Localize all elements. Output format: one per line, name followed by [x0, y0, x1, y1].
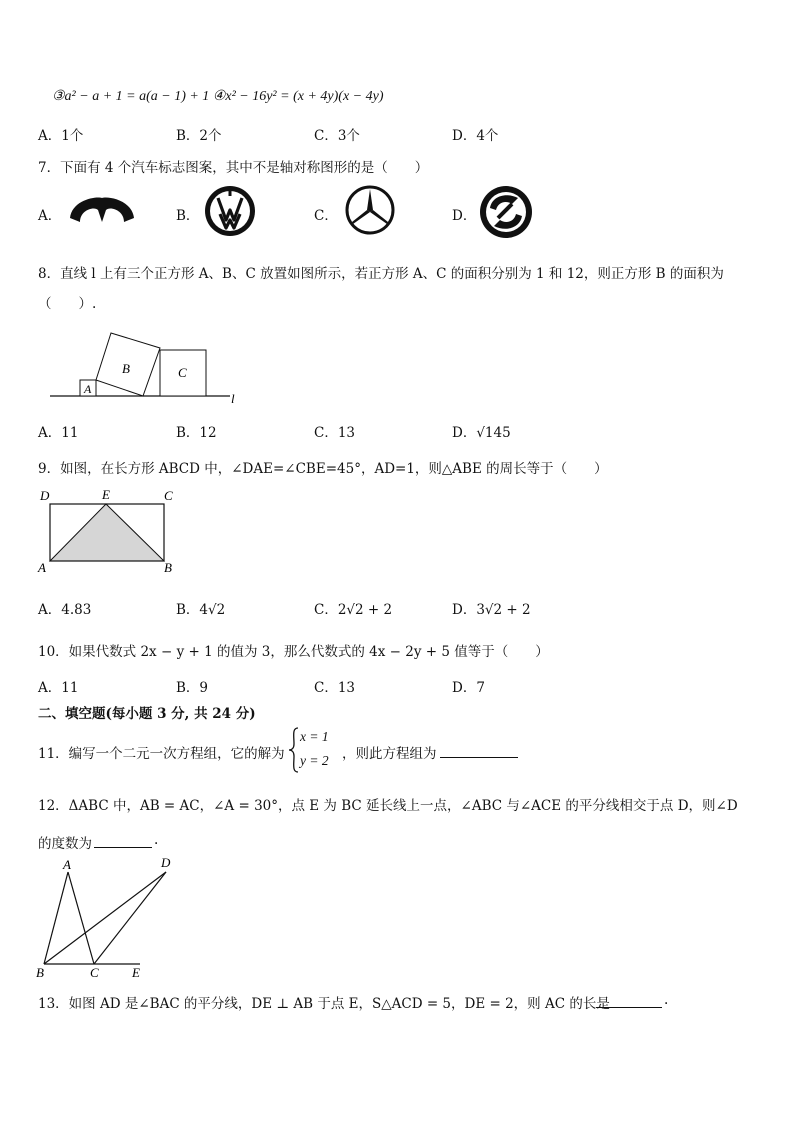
- q7-option-c[interactable]: C．: [314, 208, 338, 224]
- q10-option-c[interactable]: C．13: [314, 680, 356, 696]
- q12-stem-line2: 的度数为: [38, 836, 92, 852]
- q9-option-d[interactable]: D．3√2 + 2: [452, 602, 531, 618]
- q12-answer-blank[interactable]: [94, 833, 152, 848]
- q8-label-b: B: [122, 361, 130, 376]
- q6-option-a[interactable]: A．1个: [38, 128, 84, 144]
- q6-option-b[interactable]: B．2个: [176, 128, 222, 144]
- q9-option-c[interactable]: C．2√2 + 2: [314, 602, 393, 618]
- q9-triangle-abe: [50, 504, 164, 561]
- q7-option-d[interactable]: D．: [452, 208, 477, 224]
- q10-stem: 10．如果代数式 2x − y + 1 的值为 3，那么代数式的 4x − 2y + 5 值等于（ ）: [38, 644, 549, 660]
- q8-option-b[interactable]: B．12: [176, 425, 217, 441]
- q12-stem-line1: 12．ΔABC 中，AB = AC，∠A = 30°，点 E 为 BC 延长线上一点，∠ABC 与∠ACE 的平分线相交于点 D，则∠D: [38, 798, 738, 814]
- infiniti-logo-icon: [66, 192, 138, 230]
- q13-answer-blank[interactable]: [596, 993, 662, 1008]
- q11-equation-2: y = 2: [300, 753, 329, 768]
- q8-label-l: l: [231, 391, 235, 406]
- q11-equation-1: x = 1: [300, 729, 329, 744]
- q9-label-a: A: [38, 560, 46, 575]
- q12-figure: [34, 854, 184, 982]
- section-title: 二、填空题(每小题 3 分, 共 24 分): [38, 706, 256, 722]
- q6-expressions: ③a² − a + 1 = a(a − 1) + 1 ④x² − 16y² = (x + 4y)(x − 4y): [52, 89, 384, 104]
- q9-figure: [36, 486, 186, 578]
- q8-label-c: C: [178, 365, 187, 380]
- q7-option-a[interactable]: A．: [38, 208, 62, 224]
- q12-segment-ac: [68, 872, 94, 964]
- q9-label-e: E: [102, 487, 110, 502]
- q12-label-c: C: [90, 965, 99, 980]
- q10-option-d[interactable]: D．7: [452, 680, 485, 696]
- mercedes-logo-icon: [344, 184, 396, 236]
- q11-stem-after: ，则此方程组为: [342, 746, 437, 762]
- q8-stem-line2: （ ）.: [38, 296, 97, 312]
- dongfeng-logo-icon: [478, 184, 534, 240]
- q11-answer-blank[interactable]: [440, 743, 518, 758]
- q8-stem-line1: 8．直线 l 上有三个正方形 A、B、C 放置如图所示，若正方形 A、C 的面积分别为 1 和 12，则正方形 B 的面积为: [38, 266, 724, 282]
- q10-option-b[interactable]: B．9: [176, 680, 209, 696]
- q8-option-a[interactable]: A．11: [38, 425, 79, 441]
- q12-label-d: D: [161, 855, 171, 870]
- q9-option-b[interactable]: B．4√2: [176, 602, 226, 618]
- q7-stem: 7．下面有 4 个汽车标志图案，其中不是轴对称图形的是（ ）: [38, 160, 429, 176]
- q8-option-d[interactable]: D．√145: [452, 425, 511, 441]
- q10-option-a[interactable]: A．11: [38, 680, 79, 696]
- q8-option-c[interactable]: C．13: [314, 425, 356, 441]
- q13-stem: 13．如图 AD 是∠BAC 的平分线，DE ⊥ AB 于点 E，S△ACD = 5，DE = 2，则 AC 的长是: [38, 996, 610, 1012]
- q7-option-b[interactable]: B．: [176, 208, 200, 224]
- q12-label-b: B: [36, 965, 44, 980]
- q9-label-c: C: [164, 488, 173, 503]
- q9-label-b: B: [164, 560, 172, 575]
- q9-label-d: D: [40, 488, 50, 503]
- volkswagen-logo-icon: [204, 184, 256, 238]
- q12-label-a: A: [63, 857, 71, 872]
- q9-stem: 9．如图，在长方形 ABCD 中，∠DAE=∠CBE=45°，AD=1，则△ABE 的周长等于（ ）: [38, 461, 608, 477]
- q12-segment-ab: [44, 872, 68, 964]
- q11-brace-icon: [288, 726, 300, 774]
- q6-option-c[interactable]: C．3个: [314, 128, 360, 144]
- q11-stem-before: 11．编写一个二元一次方程组，它的解为: [38, 746, 285, 762]
- q12-label-e: E: [132, 965, 140, 980]
- q9-option-a[interactable]: A．4.83: [38, 602, 92, 618]
- q8-figure: [50, 326, 250, 408]
- q6-option-d[interactable]: D．4个: [452, 128, 499, 144]
- q13-stem-end: .: [664, 992, 669, 1008]
- q12-stem-end: .: [154, 832, 159, 848]
- q8-label-a: A: [84, 382, 92, 396]
